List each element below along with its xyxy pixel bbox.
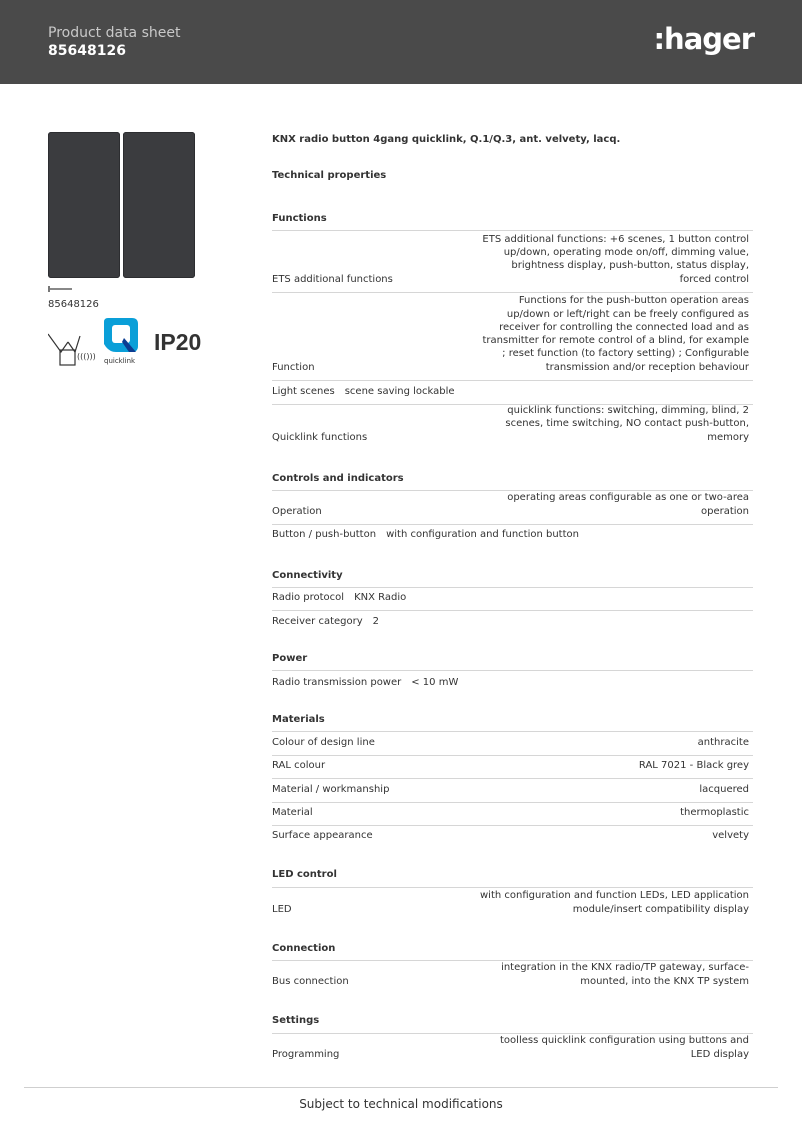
section-led-title: LED control: [272, 869, 337, 880]
spec-value: 2: [372, 616, 380, 627]
spec-label: Receiver category: [272, 616, 363, 627]
spec-row: [272, 778, 753, 802]
product-image: [48, 130, 196, 280]
spec-row: [272, 731, 753, 755]
spec-value: quicklink functions: switching, dimming, blind, 2 scenes, time switching, NO contact push-button, memory: [505, 405, 749, 443]
scale-icon: [48, 286, 72, 292]
product-title: KNX radio button 4gang quicklink, Q.1/Q.3, ant. velvety, lacq.: [272, 134, 621, 145]
spec-value: velvety: [712, 829, 749, 841]
spec-row: [272, 825, 753, 848]
spec-value: RAL 7021 - Black grey: [638, 759, 749, 771]
spec-value: toolless quicklink configuration using buttons and LED display: [500, 1035, 749, 1060]
spec-label: ETS additional functions: [272, 274, 393, 285]
certification-icons: [48, 316, 228, 368]
spec-label: Colour of design line: [272, 737, 375, 748]
spec-value: with configuration and function LEDs, LED application module/insert compatibility display: [479, 890, 749, 915]
section-controls-title: Controls and indicators: [272, 473, 404, 484]
spec-row: [272, 524, 753, 547]
spec-row: [272, 960, 753, 994]
footer-divider: [24, 1087, 778, 1088]
spec-row: [272, 802, 753, 825]
article-number: 85648126: [48, 299, 99, 310]
spec-label: Bus connection: [272, 976, 349, 987]
spec-value: < 10 mW: [411, 677, 459, 688]
spec-value: KNX Radio: [354, 592, 407, 603]
radio-wave-icon: ((())): [77, 352, 96, 361]
page-header: [0, 0, 802, 84]
spec-value: with configuration and function button: [386, 529, 579, 540]
spec-value: Functions for the push-button operation areas up/down or left/right can be freely configured as receiver for controlling the connected load and as transmitter for remote control of a blind, for example ; reset function (to factory setting) ; Configurable transmission and/or reception behaviour: [482, 295, 749, 373]
doc-article-number: 85648126: [48, 43, 126, 59]
section-functions-title: Functions: [272, 213, 327, 224]
spec-value: lacquered: [699, 783, 749, 795]
rocker-left: [48, 132, 120, 278]
rocker-right: [123, 132, 195, 278]
section-settings-title: Settings: [272, 1015, 320, 1026]
spec-row: [272, 610, 753, 634]
spec-label: Operation: [272, 506, 322, 517]
spec-label: Light scenes: [272, 386, 335, 397]
spec-row: [272, 292, 753, 380]
spec-label: Material / workmanship: [272, 784, 390, 795]
spec-label: Material: [272, 807, 313, 818]
spec-row: [272, 755, 753, 778]
spec-label: Radio protocol: [272, 592, 345, 603]
spec-label: Radio transmission power: [272, 677, 402, 688]
section-connectivity-title: Connectivity: [272, 570, 343, 581]
doc-type-label: Product data sheet: [48, 25, 181, 41]
spec-value: thermoplastic: [680, 806, 749, 818]
spec-row: [272, 380, 753, 404]
spec-label: Function: [272, 362, 315, 373]
spec-value: anthracite: [697, 736, 749, 748]
spec-value: integration in the KNX radio/TP gateway, surface-mounted, into the KNX TP system: [501, 962, 749, 987]
technical-properties-heading: Technical properties: [272, 170, 387, 181]
spec-row: [272, 887, 753, 922]
ip-rating: IP20: [154, 329, 202, 355]
spec-label: RAL colour: [272, 760, 326, 771]
section-power-title: Power: [272, 653, 308, 664]
spec-label: Button / push-button: [272, 529, 377, 540]
spec-row: [272, 404, 753, 450]
spec-label: Surface appearance: [272, 830, 373, 841]
spec-label: Quicklink functions: [272, 432, 368, 443]
radio-antenna-icon: [48, 328, 98, 368]
quicklink-icon: [102, 316, 140, 368]
footer-note: Subject to technical modifications: [299, 1097, 503, 1111]
spec-label: LED: [272, 904, 292, 915]
spec-row: [272, 230, 753, 292]
hager-logo: :hager: [653, 22, 754, 56]
spec-value: ETS additional functions: +6 scenes, 1 button control up/down, operating mode on/off, dimming value, brightness display, push-button, status display, forced control: [482, 233, 749, 285]
quicklink-label: quicklink: [104, 357, 136, 365]
section-connection-title: Connection: [272, 943, 336, 954]
spec-value: scene saving lockable: [344, 386, 455, 397]
spec-row: [272, 1033, 753, 1067]
spec-row: [272, 587, 753, 610]
spec-row: [272, 670, 753, 695]
section-materials-title: Materials: [272, 714, 325, 725]
spec-value: operating areas configurable as one or two-area operation: [507, 492, 749, 517]
spec-row: [272, 490, 753, 524]
spec-label: Programming: [272, 1049, 340, 1060]
